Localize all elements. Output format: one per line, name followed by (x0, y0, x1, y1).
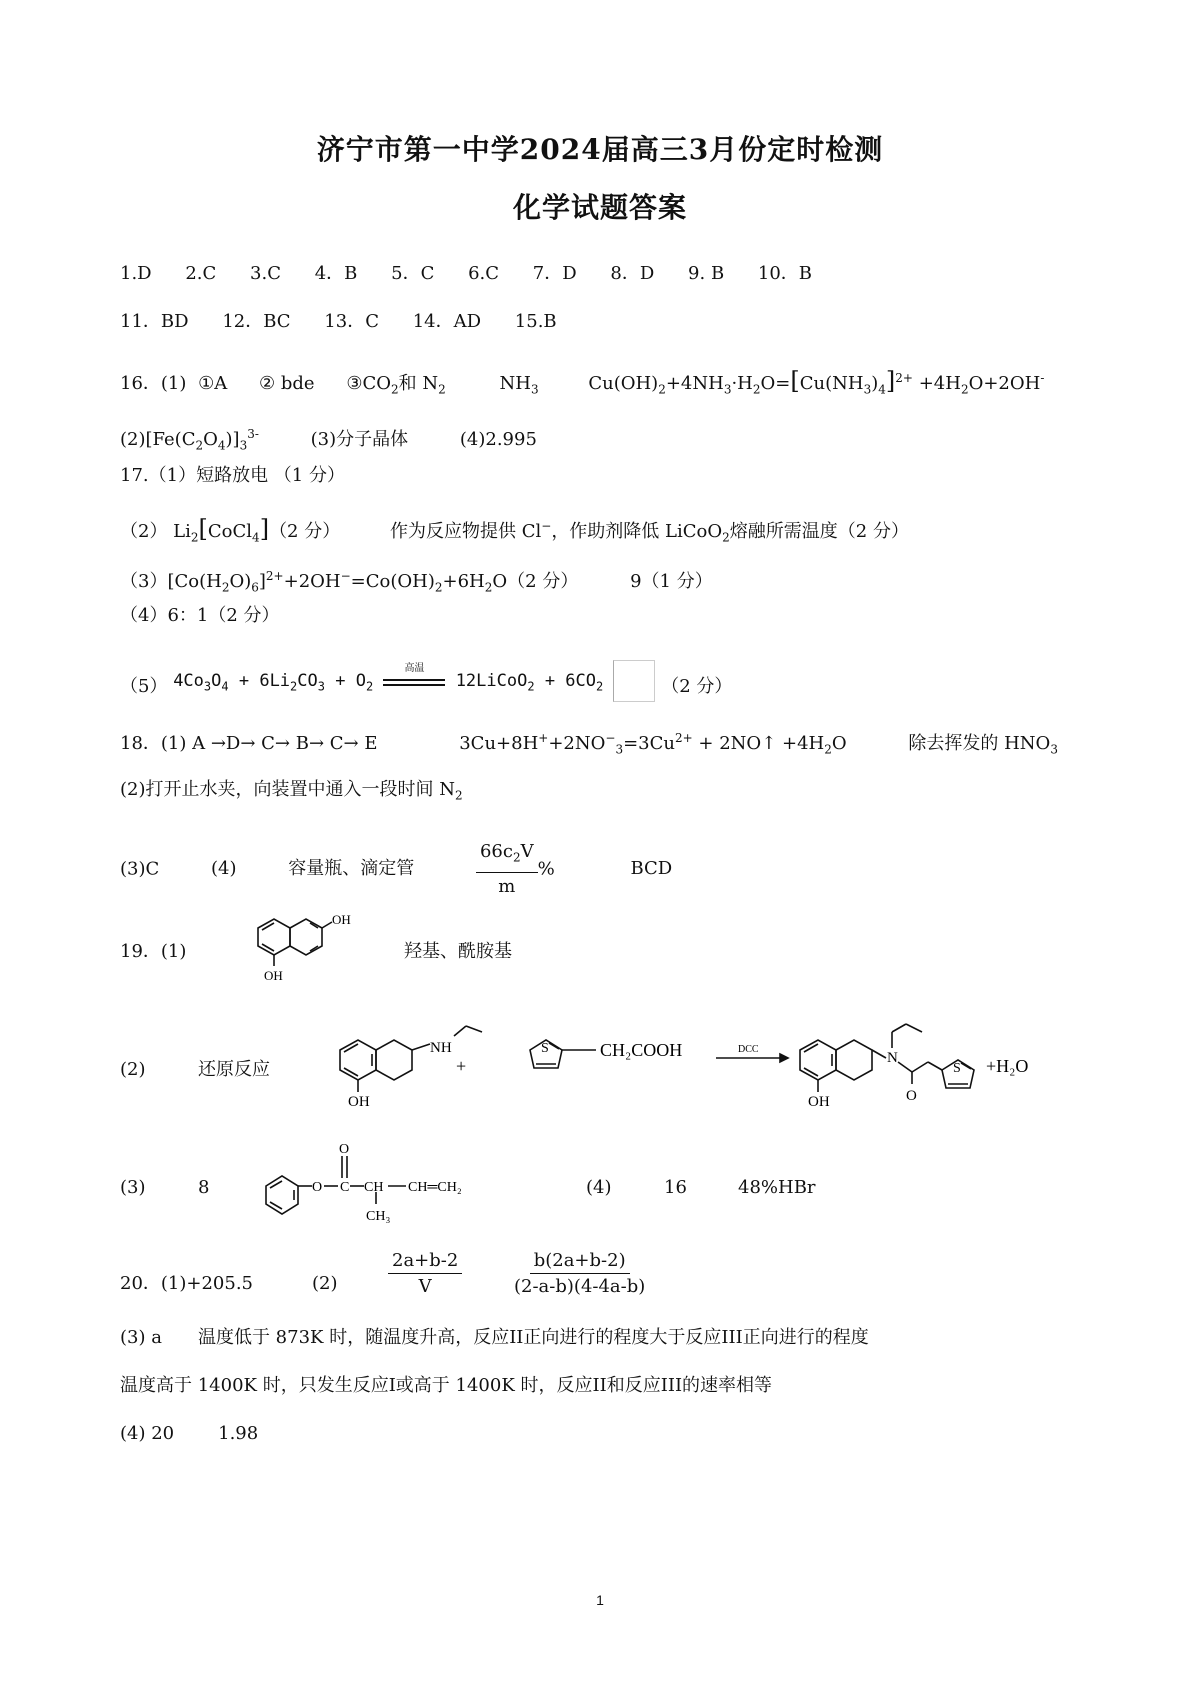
vinyl-label: CH═CH₂ (408, 1180, 462, 1195)
q17-line-3: $(3)[Co(H_2O)_6]^{2+}+2OH^-=Co(OH)_2+6H_2O(2$ 分） 9（1 分） (120, 569, 713, 595)
answer: 10．B (757, 263, 813, 284)
mc-row-2 (120, 310, 557, 334)
q16-b: ② bde (259, 373, 315, 394)
answer: 4．B (314, 263, 358, 284)
q18-line-3: (3)C (4) 容量瓶、滴定管 $\frac{66c_2V}{m}$ % BCD (120, 841, 673, 897)
q19-3-answer: 8 (198, 1177, 210, 1198)
oh-label: OH (348, 1094, 370, 1110)
answer: 15.B (514, 311, 557, 332)
q20-fraction-1: $\frac{2a+b-2}{V}$ (388, 1250, 462, 1297)
q19-1-label: 19．(1) (120, 941, 187, 962)
q20-4: (4) 20 1.98 (120, 1423, 259, 1444)
o-label: O (312, 1180, 323, 1195)
answer: 7．D (532, 263, 577, 284)
answer: 11．BD (120, 311, 189, 332)
n-label: N (887, 1050, 898, 1066)
q16-equation: $Cu(OH)_2+4NH_3\cdot H_2O=[Cu(NH_3)_4]^{2+} +4H_2O+2OH^-$ (588, 367, 1045, 397)
sulfur-label: S (953, 1061, 961, 1076)
q20-2-label: (2) (312, 1273, 338, 1294)
methyl-label: CH₃ (366, 1209, 391, 1224)
sulfur-label: S (541, 1041, 549, 1056)
ch2cooh-label: CH₂COOH (600, 1040, 683, 1060)
reaction-condition: 高温 (404, 663, 425, 674)
answer: 12．BC (222, 311, 291, 332)
answer: 8．D (610, 263, 655, 284)
oh-label: OH (332, 912, 351, 927)
answer: 14．AD (412, 311, 482, 332)
answer: 1.D (120, 263, 152, 284)
q18-line-2: (2)打开止水夹，向装置中通入一段时间 $N_2$ (120, 779, 463, 803)
o-label: O (339, 1142, 350, 1157)
q19-3-label: (3) (120, 1177, 146, 1198)
q16-line-1: 16．(1) ①A ② bde $③CO_2$和 $N_2$ $NH_3$ $Cu(OH)_2+4NH_3\cdot H_2O=[Cu(NH_3)_4]^{2+} +4H_2O+2OH^-$ (120, 367, 1045, 397)
q16-c-mid: 和 N (398, 373, 439, 394)
page-number: 1 (596, 1592, 604, 1608)
q18-fraction: $\frac{66c_2V}{m}$ (476, 840, 538, 899)
q17-line-5: （5） $4Co_3O_4 + 6Li_2CO_3 + O_2$ 高温 12LiCoO$_2$ + $6CO_2$ （2 分） (120, 660, 732, 702)
c-label: C (340, 1180, 350, 1195)
blank-box (613, 660, 655, 702)
q16-3: (3)分子晶体 (310, 429, 409, 450)
naphthalenediol-structure (236, 904, 356, 988)
water-label: +H₂O (986, 1056, 1029, 1076)
dcc-label: DCC (738, 1044, 759, 1055)
answer: 6.C (468, 263, 500, 284)
q17-equation: $4Co_3O_4 + 6Li_2CO_3 + O_2$ 高温 12LiCoO$_2$ + $6CO_2$ (173, 671, 613, 691)
oh-label: OH (808, 1094, 830, 1110)
q19-2-answer: 还原反应 (198, 1059, 270, 1080)
plus-sign: + (456, 1056, 467, 1076)
q16-4: (4)2.995 (459, 429, 537, 450)
answer: 13．C (324, 311, 379, 332)
ester-structure (260, 1136, 520, 1230)
q17-line-1: 17.（1）短路放电 （1 分） (120, 465, 345, 486)
oh-label: OH (264, 968, 283, 983)
answer: 9. B (688, 263, 725, 284)
page-subtitle: 化学试题答案 (512, 191, 687, 224)
nh-label: NH (430, 1040, 452, 1056)
q16-nh3: NH (499, 373, 531, 394)
q16-line-2: $(2)[Fe(C_2O_4)]_3^{3-}$ (3)分子晶体 (4)2.995 (120, 427, 537, 453)
q19-4-answer: 16 (664, 1177, 687, 1198)
q17-line-4: （4）6：1（2 分） (120, 605, 280, 626)
page-title: 济宁市第一中学2024届高三3月份定时检测 (316, 133, 884, 166)
q16-c: ③CO (346, 373, 391, 394)
q20-fraction-2: $\frac{b(2a+b-2)}{(2-a-b)(4-4a-b)}$ (514, 1250, 646, 1297)
q-number: 16．(1) (120, 373, 187, 394)
q19-1-answer: 羟基、酰胺基 (404, 941, 512, 962)
q18-line-1: 18．(1) A →D→ C→ B→ C→ E $3Cu+8H^++2NO^-_3=3Cu^{2+}$ + 2NO↑ $+4H_2O$ 除去挥发的 $HNO_3$ (120, 731, 1058, 757)
answer: 2.C (185, 263, 217, 284)
q17-line-2: （2） $Li_2[CoCl_4](2$ 分） 作为反应物提供 Cl−，作助剂降低 LiCoO$_2$熔融所需温度（2 分） (120, 515, 909, 545)
q19-2-label: (2) (120, 1059, 146, 1080)
ch-label: CH (364, 1180, 384, 1195)
q19-4-reagent: 48%HBr (738, 1177, 816, 1198)
q20-3-line-1: (3) a 温度低于 873K 时，随温度升高，反应II正向进行的程度大于反应III正向进行的程度 (120, 1327, 869, 1348)
answer: 3.C (250, 263, 281, 284)
q19-reaction-scheme (330, 1006, 1050, 1122)
q16-a: ①A (198, 373, 228, 394)
o-label: O (906, 1088, 917, 1104)
q16-2: (2)[Fe(C (120, 429, 196, 450)
q20-1: 20．(1)+205.5 (120, 1273, 254, 1294)
answer: 5．C (391, 263, 435, 284)
mc-row-1 (120, 262, 812, 286)
q20-3-line-2: 温度高于 1400K 时，只发生反应I或高于 1400K 时，反应II和反应III的速率相等 (120, 1375, 773, 1396)
q19-4-label: (4) (586, 1177, 612, 1198)
